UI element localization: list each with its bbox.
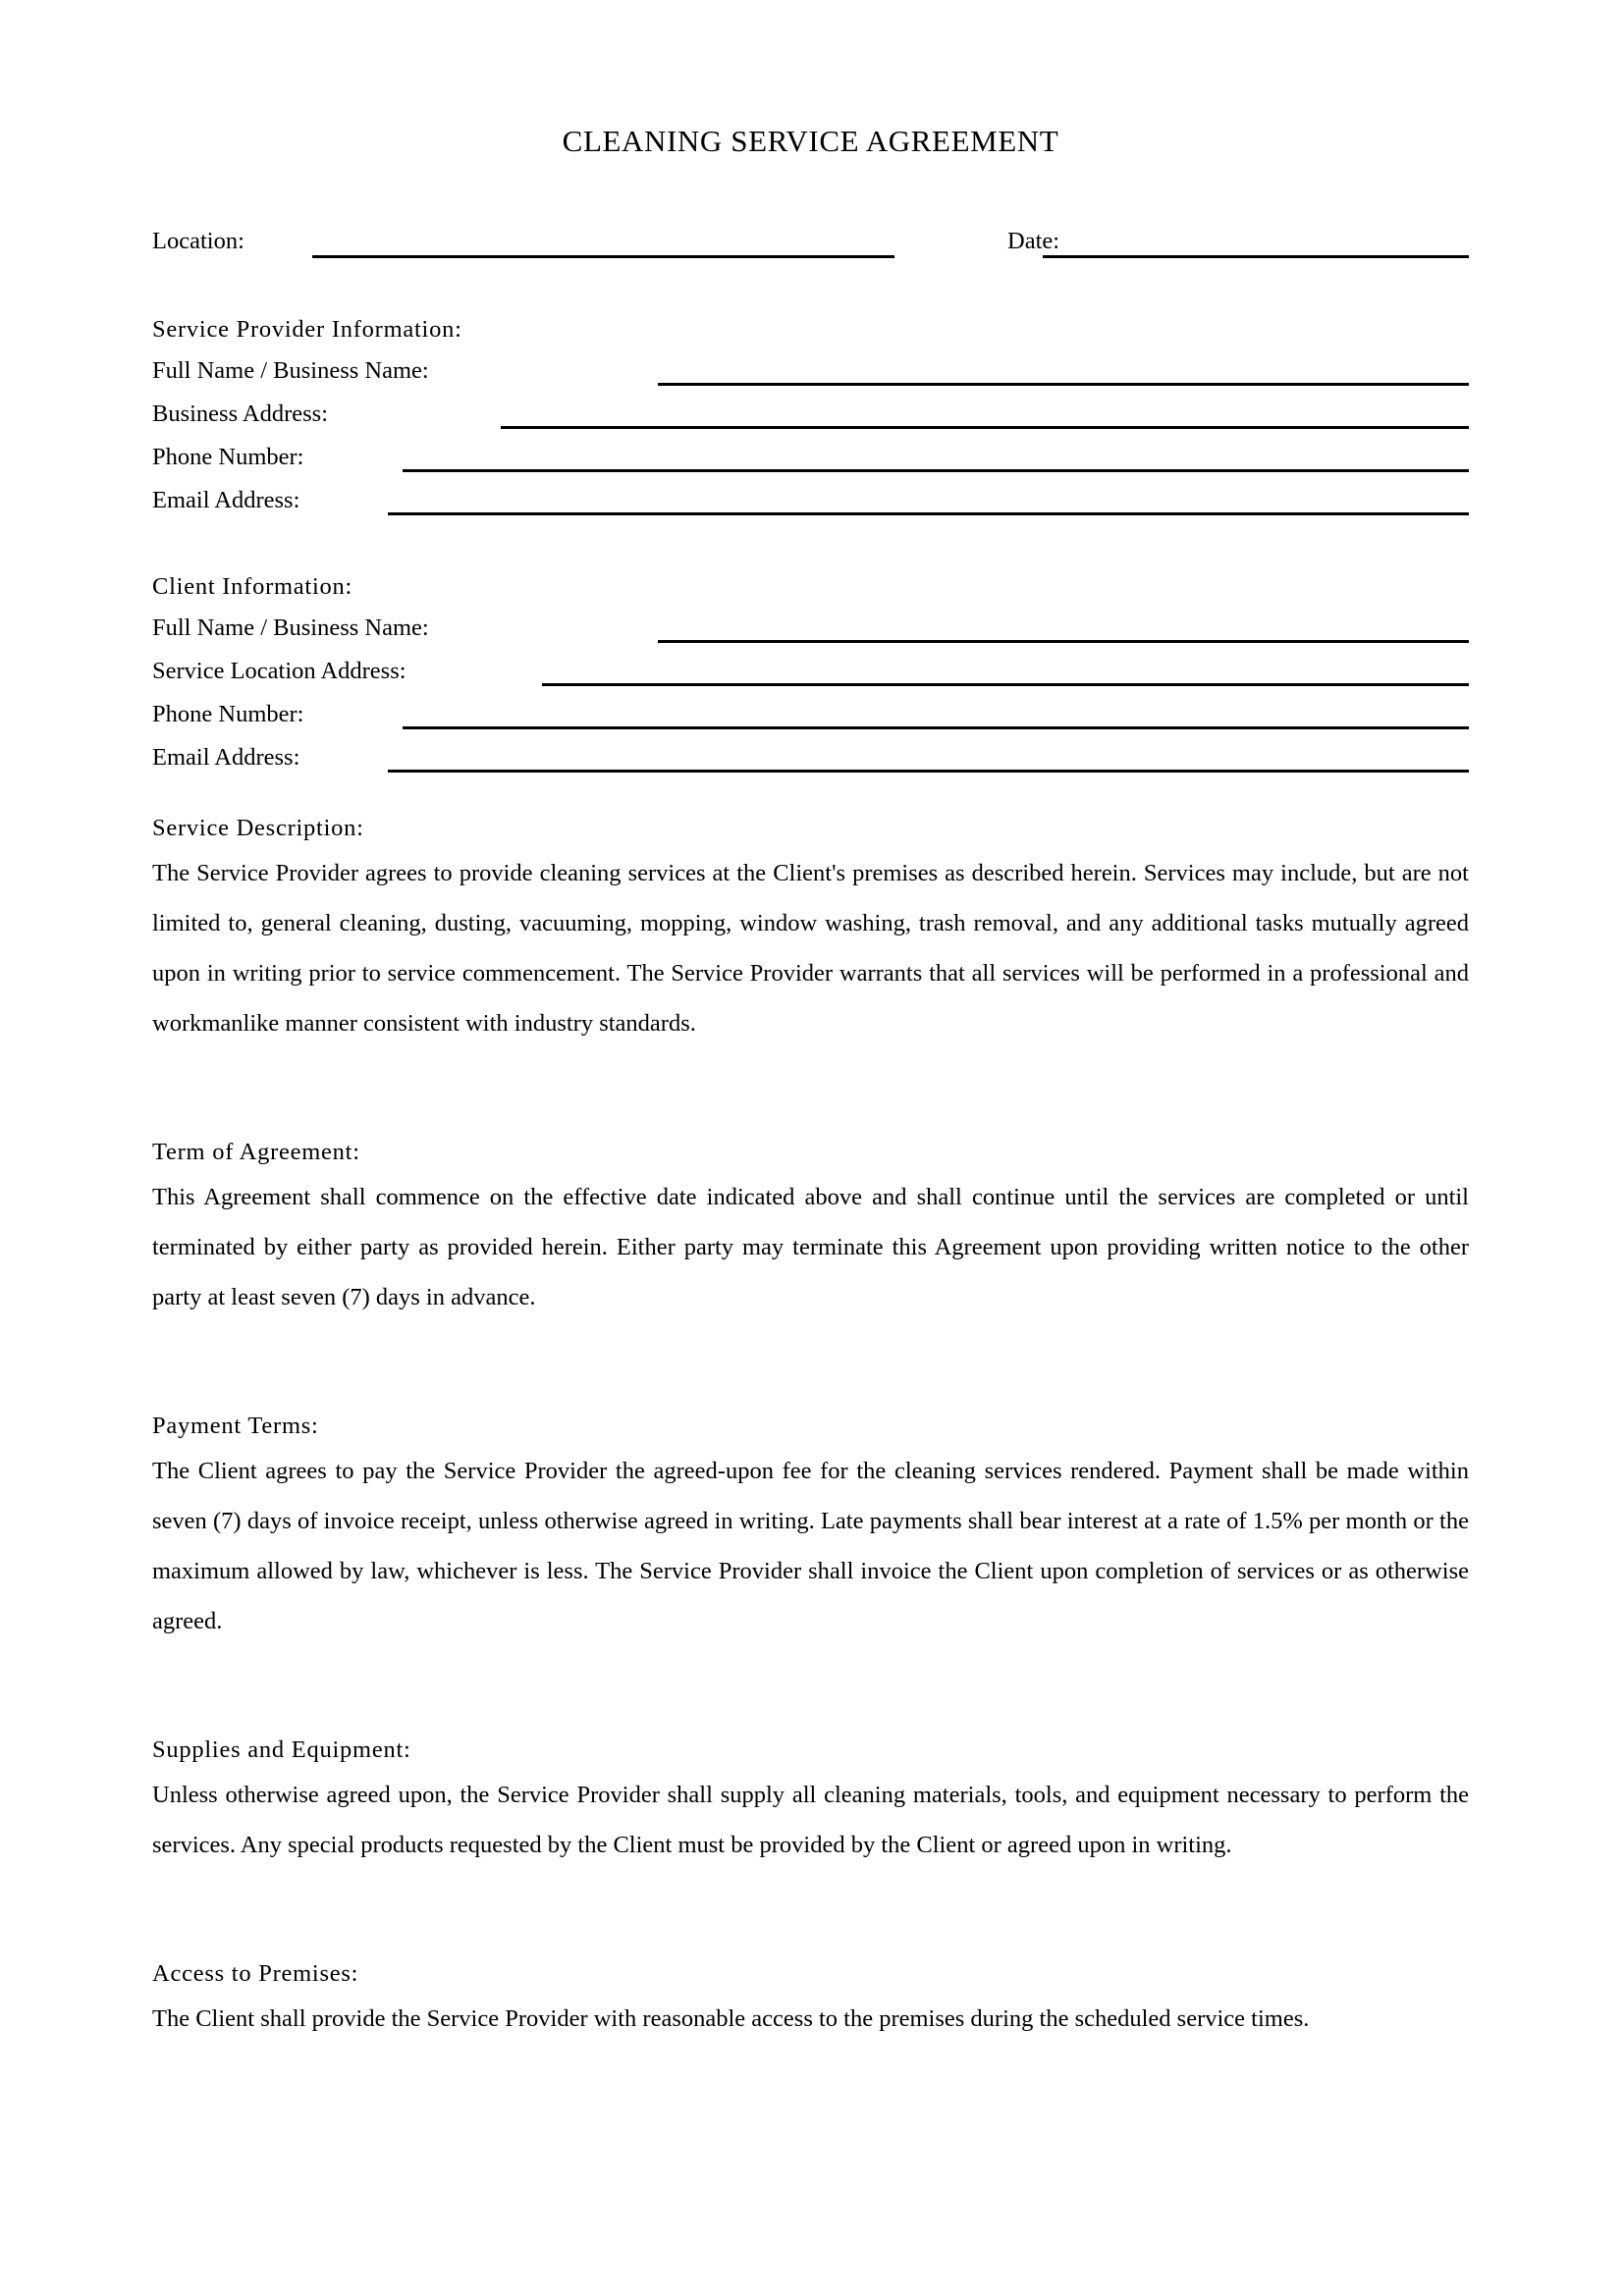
supplies-and-equipment-body: Unless otherwise agreed upon, the Service Provider shall supply all cleaning materials, tools, and equipment necessary to perform the services. Any special products requested by the Client must be provided by the Client or agreed upon in writing.	[152, 1782, 1469, 1859]
client-full-name-row	[152, 607, 1469, 650]
client-email-input[interactable]	[388, 770, 1469, 773]
spacer	[152, 779, 1469, 809]
supplies-and-equipment-heading: Supplies and Equipment:	[152, 1736, 411, 1764]
client-phone-row	[152, 693, 1469, 736]
document-content	[152, 0, 1469, 2044]
service-description-body: The Service Provider agrees to provide cleaning services at the Client's premises as described herein. Services may include, but are not limited to, general cleaning, dusting, vacuuming, mopping, window washing, trash removal, and any additional tasks mutually agreed upon in writing prior to service commencement. The Service Provider warrants that all services will be performed in a professional and workmanlike manner consistent with industry standards.	[152, 860, 1469, 1038]
client-phone-label: Phone Number:	[152, 701, 304, 728]
spacer	[152, 1646, 1469, 1731]
provider-phone-row	[152, 436, 1469, 479]
client-service-address-label: Service Location Address:	[152, 658, 406, 685]
client-email-row	[152, 736, 1469, 779]
service-provider-heading: Service Provider Information:	[152, 316, 462, 344]
provider-email-input[interactable]	[388, 512, 1469, 515]
provider-full-name-row	[152, 349, 1469, 393]
access-to-premises-body: The Client shall provide the Service Provider with reasonable access to the premises during the scheduled service times.	[152, 2005, 1310, 2033]
client-email-label: Email Address:	[152, 744, 300, 772]
spacer	[152, 1870, 1469, 1954]
spacer	[152, 1322, 1469, 1407]
spacer	[152, 265, 1469, 310]
payment-terms-heading: Payment Terms:	[152, 1413, 319, 1440]
client-information-heading: Client Information:	[152, 573, 353, 601]
spacer	[152, 1048, 1469, 1133]
spacer	[152, 522, 1469, 567]
spacer	[152, 159, 1469, 220]
date-input-blank[interactable]	[1043, 255, 1469, 258]
provider-business-address-row	[152, 393, 1469, 436]
client-service-address-input[interactable]	[542, 683, 1469, 686]
client-phone-input[interactable]	[403, 726, 1469, 729]
location-date-row	[152, 220, 1469, 265]
client-service-address-row	[152, 650, 1469, 693]
service-description-heading: Service Description:	[152, 815, 364, 842]
access-to-premises-heading: Access to Premises:	[152, 1960, 359, 1988]
client-full-name-input[interactable]	[658, 640, 1469, 643]
term-of-agreement-body: This Agreement shall commence on the effective date indicated above and shall continue until the services are completed or until terminated by either party as provided herein. Either party may terminate this Agreement upon providing written notice to the other party at least seven (7) days in advance.	[152, 1184, 1469, 1311]
payment-terms-body: The Client agrees to pay the Service Provider the agreed-upon fee for the cleaning services rendered. Payment shall be made within seven (7) days of invoice receipt, unless otherwise agreed in writing. Late payments shall bear interest at a rate of 1.5% per month or the maximum allowed by law, whichever is less. The Service Provider shall invoice the Client upon completion of services or as otherwise agreed.	[152, 1458, 1469, 1635]
location-label: Location:	[152, 228, 244, 255]
client-full-name-label: Full Name / Business Name:	[152, 614, 429, 642]
date-label: Date:	[1007, 228, 1060, 255]
provider-phone-input[interactable]	[403, 469, 1469, 472]
provider-business-address-input[interactable]	[501, 426, 1469, 429]
provider-phone-label: Phone Number:	[152, 444, 304, 471]
provider-full-name-label: Full Name / Business Name:	[152, 357, 429, 385]
page-title: CLEANING SERVICE AGREEMENT	[562, 124, 1059, 158]
provider-business-address-label: Business Address:	[152, 400, 329, 428]
provider-email-label: Email Address:	[152, 487, 300, 514]
location-input-blank[interactable]	[312, 255, 894, 258]
provider-full-name-input[interactable]	[658, 383, 1469, 386]
term-of-agreement-heading: Term of Agreement:	[152, 1139, 360, 1166]
provider-email-row	[152, 479, 1469, 522]
